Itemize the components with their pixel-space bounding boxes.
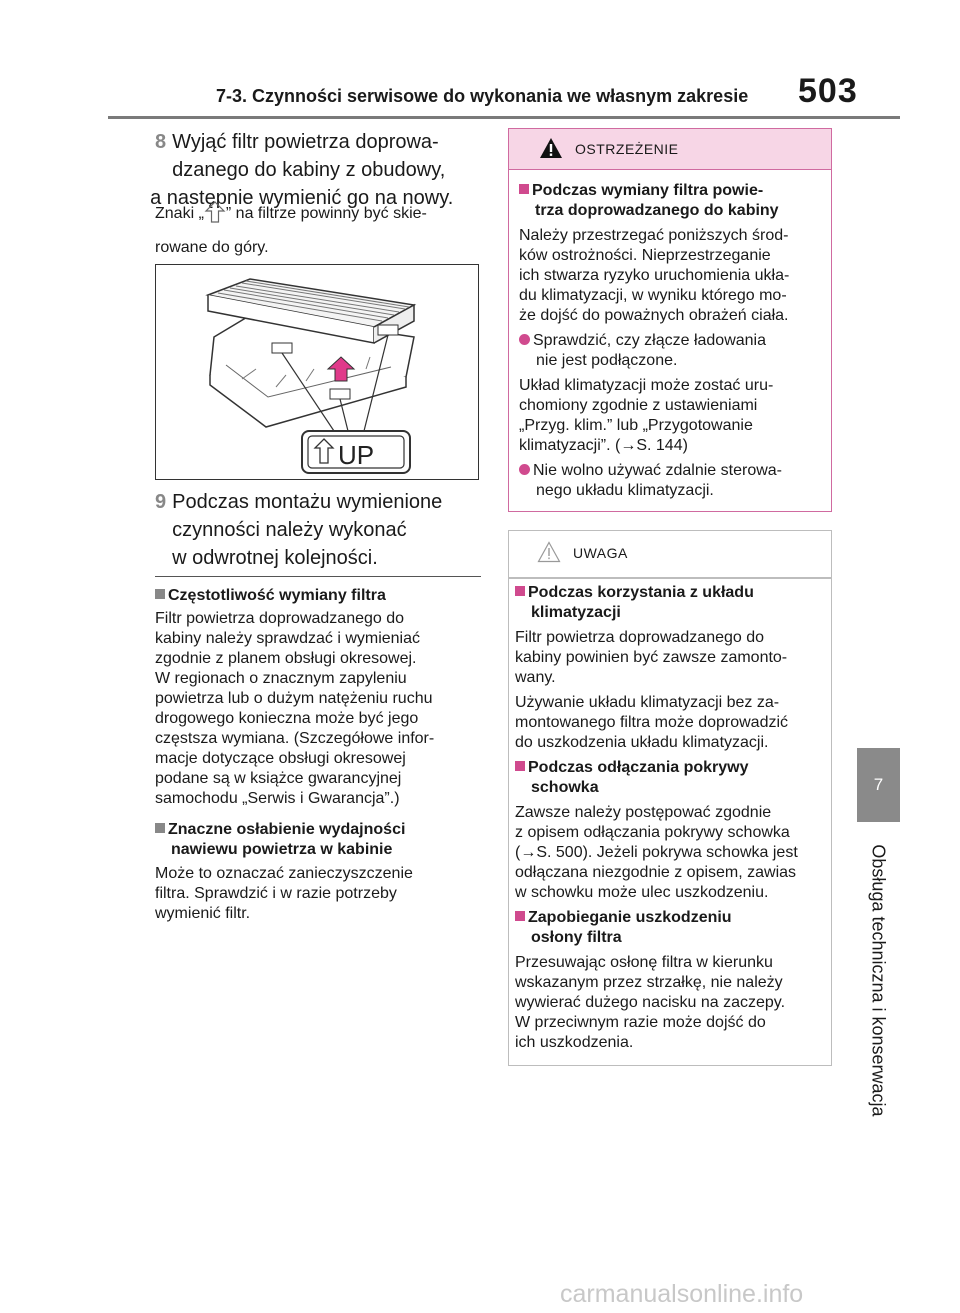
chapter-tab[interactable]: 7 xyxy=(857,748,900,822)
caution-heading xyxy=(515,583,827,623)
body-line: Układ klimatyzacji może zostać uru- xyxy=(519,377,774,394)
section-body xyxy=(155,609,480,809)
caution-heading xyxy=(515,908,827,948)
note-prefix: Znaki „ xyxy=(155,205,204,222)
orientation-note xyxy=(155,200,475,262)
body-line: (→S. 500). Jeżeli pokrywa schowka jest xyxy=(515,844,798,861)
body-line: W przeciwnym razie może dojść do xyxy=(515,1014,766,1031)
square-bullet-icon xyxy=(515,911,525,921)
heading-text: klimatyzacji xyxy=(531,604,621,621)
body-line: Nie wolno używać zdalnie sterowa- xyxy=(533,462,782,479)
body-line: drogowego konieczna może być jego xyxy=(155,710,419,727)
body-line: samochodu „Serwis i Gwarancja”.) xyxy=(155,790,400,807)
square-bullet-icon xyxy=(515,761,525,771)
heading-text: Podczas wymiany filtra powie- xyxy=(532,182,764,199)
step-number: 8 xyxy=(155,131,167,153)
step-line: w odwrotnej kolejności. xyxy=(172,547,378,569)
body-line: odłączana niezgodnie z opisem, zawias xyxy=(515,864,797,881)
body-line: podane są w książce gwarancyjnej xyxy=(155,770,402,787)
body-line: kabiny należy sprawdzać i wymieniać xyxy=(155,630,420,647)
body-line: Należy przestrzegać poniższych środ- xyxy=(519,227,789,244)
heading-text: Podczas odłączania pokrywy xyxy=(528,759,749,776)
body-line: Może to oznaczać zanieczyszczenie xyxy=(155,865,413,882)
body-line: Filtr powietrza doprowadzanego do xyxy=(155,610,405,627)
heading-text: Znaczne osłabienie wydajności xyxy=(168,821,406,838)
warning-mid xyxy=(519,376,821,456)
step-line: dzanego do kabiny z obudowy, xyxy=(172,159,446,181)
chapter-label xyxy=(856,830,900,1130)
body-line: ich uszkodzenia. xyxy=(515,1034,634,1051)
note-line2: rowane do góry. xyxy=(155,239,269,256)
square-bullet-icon xyxy=(155,823,165,833)
heading-text: Zapobieganie uszkodzeniu xyxy=(528,909,732,926)
caution-icon xyxy=(537,541,561,563)
body-line: nego układu klimatyzacji. xyxy=(536,482,714,499)
body-line: wymienić filtr. xyxy=(155,905,251,922)
caution-content xyxy=(515,583,827,1053)
body-line: montowanego filtra może doprowadzić xyxy=(515,714,789,731)
caution-box xyxy=(508,530,832,1066)
square-bullet-icon xyxy=(515,586,525,596)
body-line: Sprawdzić, czy złącze ładowania xyxy=(533,332,766,349)
body-line: Zawsze należy postępować zgodnie xyxy=(515,804,772,821)
square-bullet-icon xyxy=(155,589,165,599)
body-line: wskazanym przez strzałkę, nie należy xyxy=(515,974,783,991)
warning-bullet xyxy=(519,331,821,371)
square-bullet-icon xyxy=(519,184,529,194)
section-heading xyxy=(155,586,480,606)
warning-title: OSTRZEŻENIE xyxy=(575,141,679,157)
body-line: częstsza wymiana. (Szczegółowe infor- xyxy=(155,730,435,747)
caution-title: UWAGA xyxy=(573,545,628,561)
warning-header xyxy=(509,129,831,170)
section-body xyxy=(155,864,480,924)
chapter-label-text: Obsługa techniczna i konserwacja xyxy=(868,844,889,1117)
step-number: 9 xyxy=(155,491,167,513)
body-line: kabiny powinien być zawsze zamonto- xyxy=(515,649,788,666)
heading-text: schowka xyxy=(531,779,599,796)
step-line: czynności należy wykonać xyxy=(172,519,407,541)
caution-heading xyxy=(515,758,827,798)
heading-text: osłony filtra xyxy=(531,929,622,946)
warning-bullet xyxy=(519,461,821,501)
warning-intro xyxy=(519,226,821,326)
step-line: a następnie wymienić go na nowy. xyxy=(150,187,454,209)
warning-icon xyxy=(539,137,563,159)
body-line: zgodnie z planem obsługi okresowej. xyxy=(155,650,417,667)
step-line: Wyjąć filtr powietrza doprowa- xyxy=(172,131,439,153)
caution-divider xyxy=(509,577,831,579)
body-line: do uszkodzenia układu klimatyzacji. xyxy=(515,734,769,751)
bullet-dot-icon xyxy=(519,464,530,475)
section-airflow-drop xyxy=(155,820,480,924)
section-heading xyxy=(155,820,480,860)
body-line: Przesuwając osłonę filtra w kierunku xyxy=(515,954,773,971)
body-line: du klimatyzacji, w wyniku którego mo- xyxy=(519,287,787,304)
note-suffix: ” na filtrze powinny być skie- xyxy=(225,205,427,222)
body-line: wany. xyxy=(515,669,556,686)
body-line: powietrza lub o dużym natężeniu ruchu xyxy=(155,690,433,707)
section-filter-frequency xyxy=(155,586,480,809)
section-title: 7-3. Czynności serwisowe do wykonania we własnym zakresie xyxy=(216,86,749,106)
body-line: Filtr powietrza doprowadzanego do xyxy=(515,629,765,646)
warning-box xyxy=(508,128,832,512)
step-line: Podczas montażu wymienione xyxy=(172,491,443,513)
caution-paragraph xyxy=(515,628,827,688)
heading-text: Podczas korzystania z układu xyxy=(528,584,754,601)
body-line: że dojść do poważnych obrażeń ciała. xyxy=(519,307,789,324)
bullet-dot-icon xyxy=(519,334,530,345)
body-line: w schowku może ulec uszkodzeniu. xyxy=(515,884,769,901)
step-9 xyxy=(155,488,492,572)
body-line: „Przyg. klim.” lub „Przygotowanie xyxy=(519,417,753,434)
section-divider xyxy=(155,576,481,577)
caution-paragraph xyxy=(515,693,827,753)
caution-paragraph xyxy=(515,803,827,903)
filter-drawing xyxy=(156,265,477,478)
caution-paragraph xyxy=(515,953,827,1053)
heading-text: trza doprowadzanego do kabiny xyxy=(535,202,779,219)
up-arrow-icon xyxy=(204,200,226,224)
body-line: klimatyzacji”. (→S. 144) xyxy=(519,437,688,454)
heading-text: nawiewu powietrza w kabinie xyxy=(171,841,393,858)
page-number: 503 xyxy=(798,72,858,110)
heading-text: Częstotliwość wymiany filtra xyxy=(168,587,386,604)
body-line: wywierać dużego nacisku na zaczepy. xyxy=(515,994,786,1011)
warning-heading xyxy=(519,181,821,221)
up-label: UP xyxy=(338,440,375,470)
filter-illustration xyxy=(155,264,479,480)
body-line: Używanie układu klimatyzacji bez za- xyxy=(515,694,780,711)
body-line: W regionach o znacznym zapyleniu xyxy=(155,670,407,687)
body-line: filtra. Sprawdzić i w razie potrzeby xyxy=(155,885,397,902)
body-line: chomiony zgodnie z ustawieniami xyxy=(519,397,758,414)
body-line: nie jest podłączone. xyxy=(536,352,678,369)
body-line: ich stwarza ryzyko uruchomienia ukła- xyxy=(519,267,790,284)
body-line: ków ostrożności. Nieprzestrzeganie xyxy=(519,247,771,264)
body-line: macje dotyczące obsługi okresowej xyxy=(155,750,406,767)
body-line: z opisem odłączania pokrywy schowka xyxy=(515,824,790,841)
warning-content xyxy=(519,181,821,501)
watermark: carmanualsonline.info xyxy=(560,1280,804,1308)
header-rule xyxy=(108,116,900,119)
